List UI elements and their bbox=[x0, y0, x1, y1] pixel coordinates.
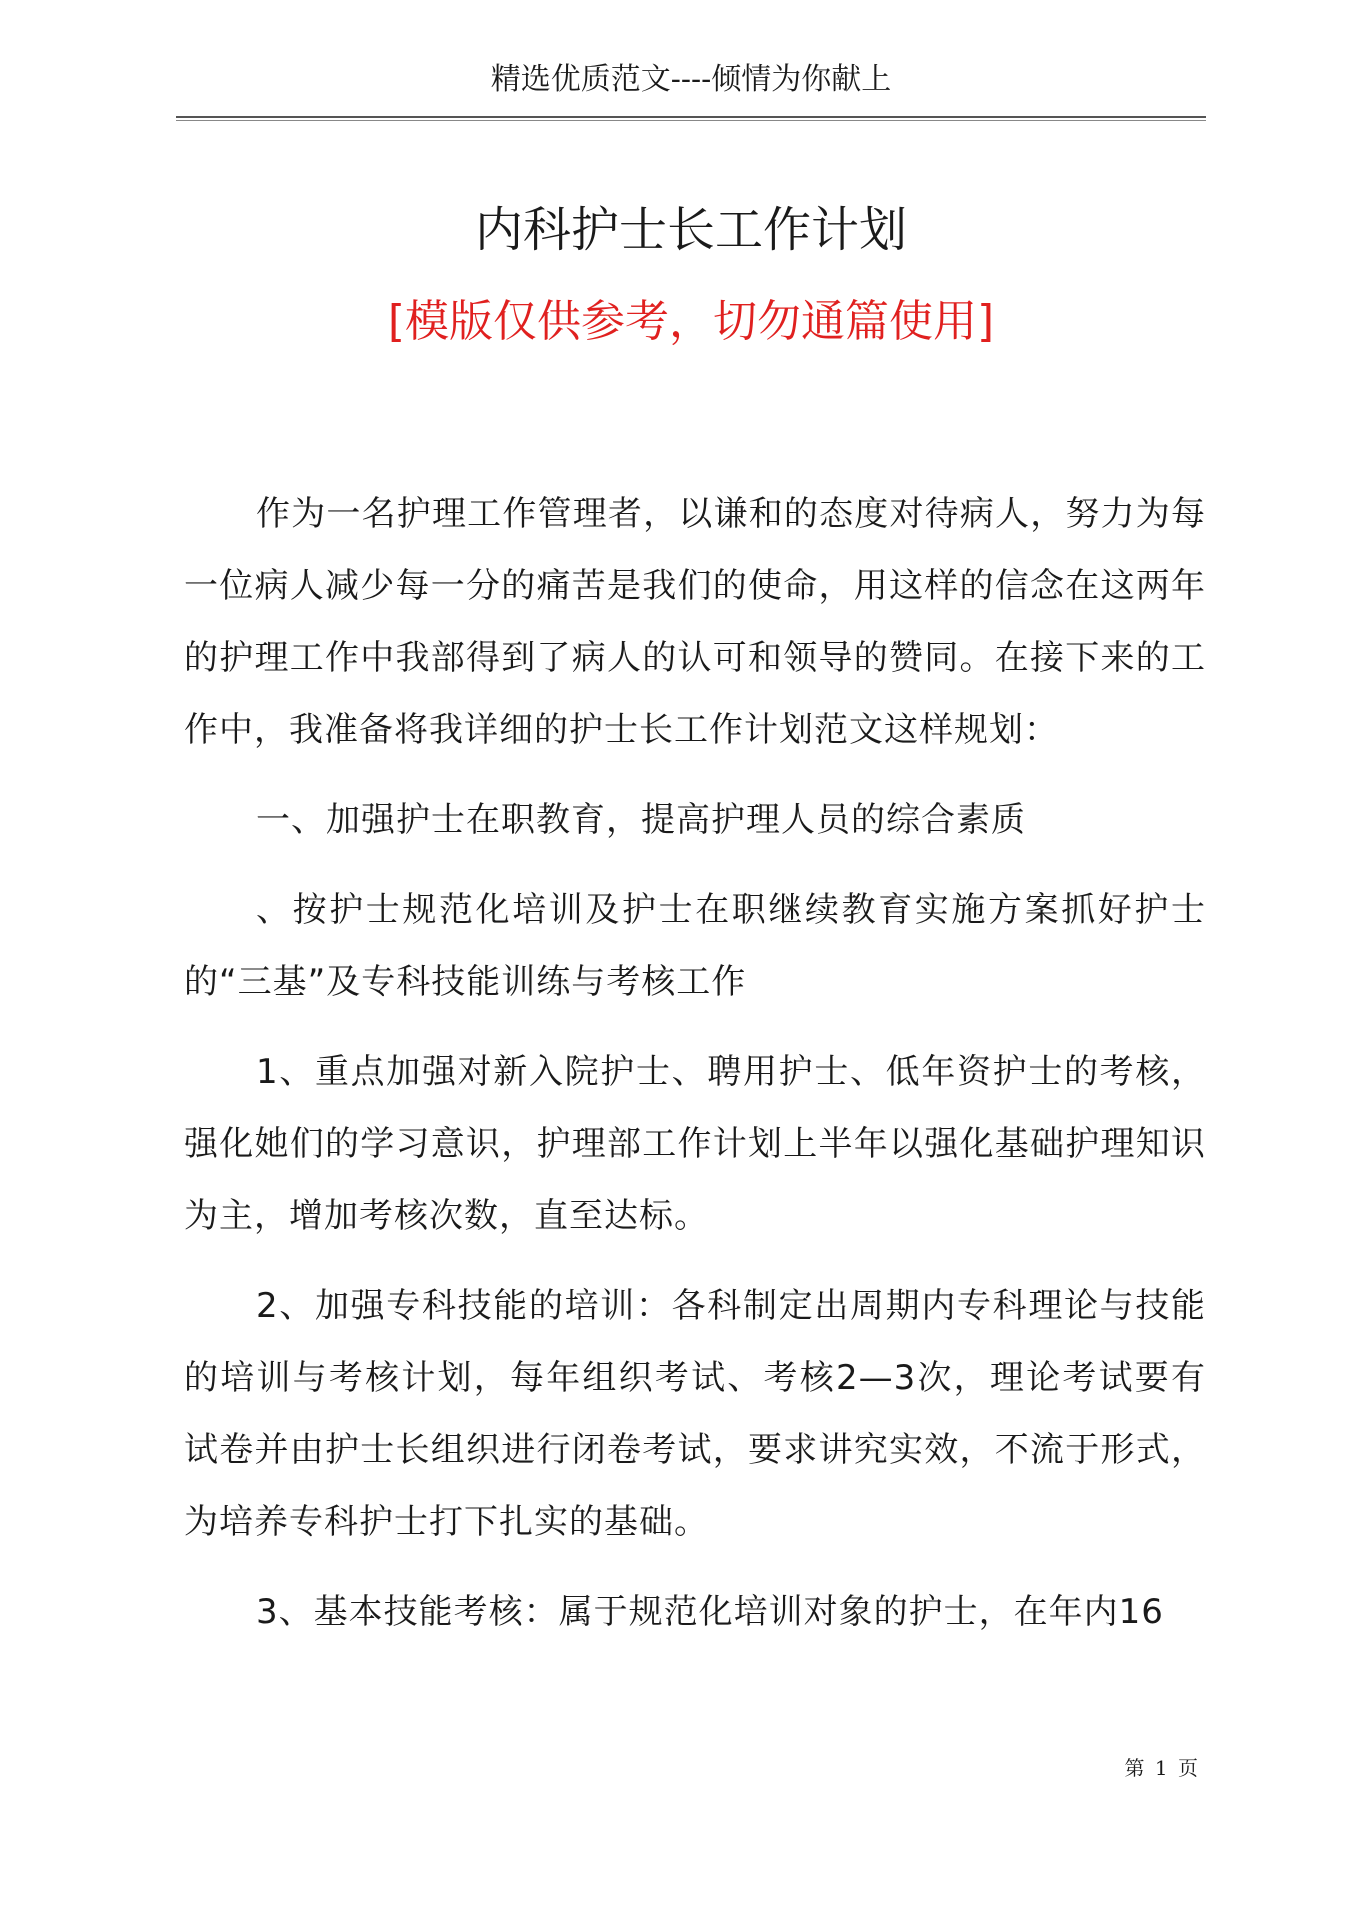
paragraph-item-2: 2、加强专科技能的培训：各科制定出周期内专科理论与技能的培训与考核计划，每年组织考试、考核2—3次，理论考试要有试卷并由护士长组织进行闭卷考试，要求讲究实效，不流于形式，为培养专科护士打下扎实的基础。 bbox=[184, 1286, 1206, 1542]
document-subtitle: [模版仅供参考，切勿通篇使用] bbox=[387, 296, 995, 347]
document-title: 内科护士长工作计划 bbox=[474, 202, 907, 258]
document-body bbox=[184, 478, 1206, 1666]
paragraph-training-plan: 、按护士规范化培训及护士在职继续教育实施方案抓好护士的“三基”及专科技能训练与考核工作 bbox=[184, 890, 1206, 1002]
page-header: 精选优质范文----倾情为你献上 bbox=[490, 62, 892, 97]
paragraph-item-3: 3、基本技能考核：属于规范化培训对象的护士，在年内16 bbox=[256, 1592, 1164, 1632]
header-divider-thin bbox=[176, 120, 1206, 121]
paragraph-intro: 作为一名护理工作管理者，以谦和的态度对待病人，努力为每一位病人减少每一分的痛苦是我们的使命，用这样的信念在这两年的护理工作中我部得到了病人的认可和领导的赞同。在接下来的工作中，我准备将我详细的护士长工作计划范文这样规划： bbox=[184, 494, 1206, 750]
paragraph-section-heading: 一、加强护士在职教育，提高护理人员的综合素质 bbox=[256, 800, 1026, 840]
header-divider bbox=[176, 116, 1206, 118]
page-number: 第 1 页 bbox=[1124, 1756, 1200, 1780]
paragraph-item-1: 1、重点加强对新入院护士、聘用护士、低年资护士的考核，强化她们的学习意识，护理部工作计划上半年以强化基础护理知识为主，增加考核次数，直至达标。 bbox=[184, 1052, 1206, 1236]
